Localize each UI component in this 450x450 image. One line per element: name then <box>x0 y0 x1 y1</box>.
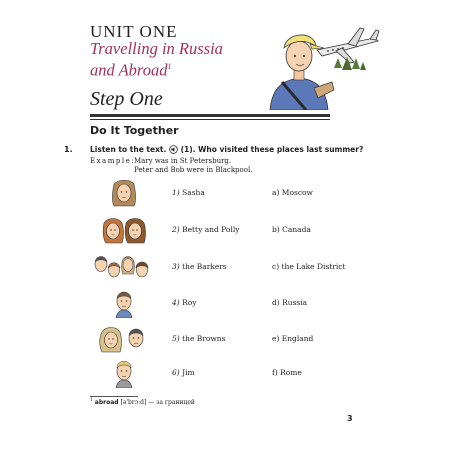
person-label-6: 6) Jim <box>172 368 195 377</box>
traveller-illustration <box>262 18 382 110</box>
footnote-rule <box>90 396 138 397</box>
title-rule-thin <box>90 119 330 120</box>
audio-disc-icon[interactable] <box>169 145 178 154</box>
place-label-a: a) Moscow <box>272 188 313 197</box>
match-row-6 <box>0 358 450 388</box>
page-number: 3 <box>347 414 353 423</box>
section-title: Do It Together <box>90 124 179 137</box>
family-faces-icon <box>92 252 156 282</box>
match-row-5 <box>0 324 450 354</box>
title-footnote-mark: 1 <box>167 62 172 71</box>
footnote-transcription: [ə'brɔːd] <box>120 399 147 406</box>
footnote-word: abroad <box>94 399 119 406</box>
example-line-2: Peter and Bob were in Blackpool. <box>134 166 253 174</box>
place-label-d: d) Russia <box>272 298 308 307</box>
boy-figure <box>270 35 334 110</box>
instruction-text-2: (1). Who visited these places last summer? <box>180 145 364 154</box>
example-line-1: Mary was in St Petersburg. <box>134 157 232 165</box>
person-label-2: 2) Betty and Polly <box>172 225 240 234</box>
two-girls-faces-icon <box>92 215 156 245</box>
couple-faces-icon <box>92 324 156 354</box>
unit-title-line2: and Abroad <box>90 60 168 80</box>
step-title: Step One <box>90 88 163 110</box>
unit-title <box>90 40 290 80</box>
match-row-4 <box>0 288 450 318</box>
unit-title-line1: Travelling in Russia <box>90 39 223 58</box>
footnote-mark: 1 <box>90 398 93 403</box>
place-label-e: e) England <box>272 334 314 343</box>
footnote <box>90 398 195 406</box>
person-label-4: 4) Roy <box>172 298 197 307</box>
match-row-2 <box>0 215 450 245</box>
unit-label: UNIT ONE <box>90 22 178 41</box>
instruction-text-1: Listen to the text. <box>90 145 167 154</box>
exercise-instruction <box>90 145 363 154</box>
girl-face-icon <box>92 178 156 208</box>
airplane-icon <box>317 28 379 63</box>
man-face-icon <box>92 358 156 388</box>
person-label-1: 1) Sasha <box>172 188 205 197</box>
boy-face-icon <box>92 288 156 318</box>
place-label-b: b) Canada <box>272 225 311 234</box>
footnote-translation: — за границей <box>148 399 195 406</box>
person-label-3: 3) the Barkers <box>172 262 227 271</box>
person-label-5: 5) the Browns <box>172 334 226 343</box>
match-row-3 <box>0 252 450 282</box>
match-row-1 <box>0 178 450 208</box>
title-rule-thick <box>90 114 330 117</box>
place-label-f: f) Rome <box>272 368 302 377</box>
place-label-c: c) the Lake District <box>272 262 346 271</box>
example-label: Example: <box>90 157 136 165</box>
exercise-number: 1. <box>64 145 73 154</box>
